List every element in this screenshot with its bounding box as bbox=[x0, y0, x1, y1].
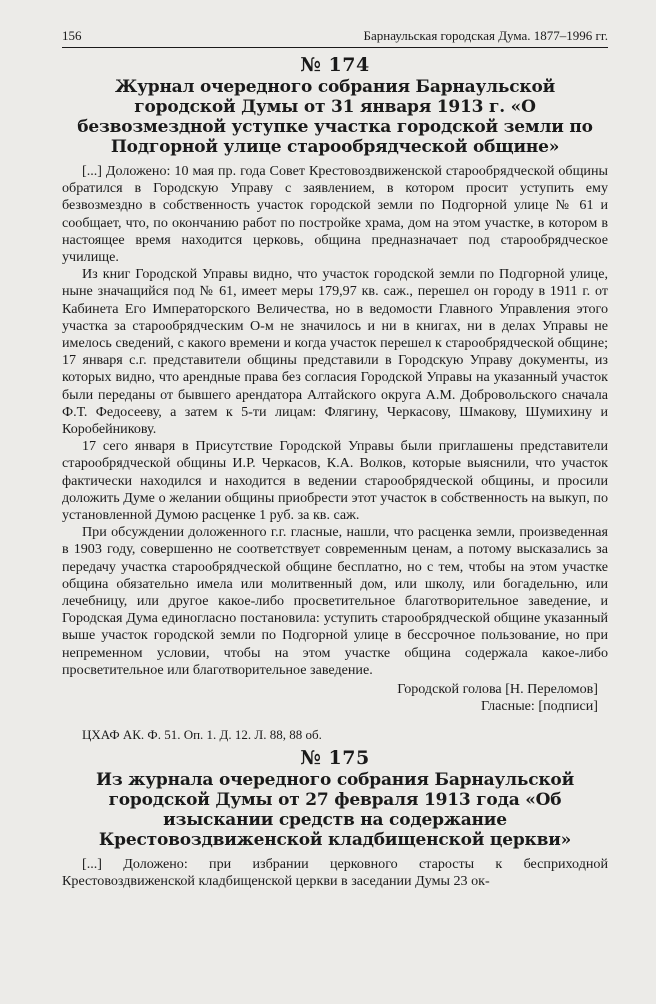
document-title: Из журнала очередного собрания Барнаульской городской Думы от 27 февраля 1913 года «Об изыскании средств на содержание Крестовоздвиженской кладбищенской церкви» bbox=[96, 769, 574, 850]
paragraph: При обсуждении доложенного г.г. гласные, нашли, что расценка земли, произведенная в 1903 году, совершенно не соответствует современным ценам, а потому высказались за передачу участка старообрядческой общине бесплатно, но с тем, чтобы на этом участке община обязательно имела или молитвенный дом, или школу, или богадельню, или лечебницу, или другое какое-либо просветительное благотворительное заведение, и Городская Дума единогласно постановила: уступить старообрядческой общине указанный выше участок городской земли по Подгорной улице в бессрочное пользование, но при непременном условии, чтобы на этом участке община содержала какое-либо просветительное или благотворительное заведение. bbox=[62, 524, 608, 678]
archive-source: ЦХАФ АК. Ф. 51. Оп. 1. Д. 12. Л. 88, 88 об. bbox=[82, 726, 322, 742]
signature-line: Городской голова [Н. Переломов] bbox=[397, 681, 598, 698]
document-174 bbox=[62, 54, 608, 743]
paragraph: 17 сего января в Присутствие Городской Управы были приглашены представители старообрядческой общины И.Р. Черкасов, К.А. Волков, которые выяснили, что участок фактически находился и находится в ведении старообрядческой общины, и просили доложить Думе о желании общины приобрести этот участок в собственность на выкуп, по установленной Думою расценке 1 руб. за кв. саж. bbox=[62, 438, 608, 524]
paragraph: [...] Доложено: при избрании церковного старосты к бесприходной Крестовоздвиженской кладбищенской церкви в заседании Думы 23 ок- bbox=[62, 855, 608, 889]
document-number: № 174 bbox=[300, 54, 370, 76]
document-title: Журнал очередного собрания Барнаульской городской Думы от 31 января 1913 г. «О безвозмездной уступке участка городской земли по Подгорной улице старообрядческой общине» bbox=[77, 77, 593, 157]
signature-block bbox=[62, 681, 608, 715]
paragraph: Из книг Городской Управы видно, что участок городской земли по Подгорной улице, ныне значащийся под № 61, имеет меры 179,97 кв. саж., перешел он городу в 1911 г. от Кабинета Его Императорского Величества, но в ведомости Главного Управления этого участка за старообрядческим О-м не значилось и ни в книгах, ни в делах Управы не имелось сведений, с какого времени и когда участок перешел к старообрядческой общине; 17 января с.г. представители общины представили в Городскую Управу документы, из которых видно, что арендные права без согласия Городской Управы на указанный участок были переданы от бывшего арендатора Алтайского округа А.М. Добровольского сначала Ф.Т. Федосееву, а затем к 5-ти лицам: Флягину, Черкасову, Шмакову, Шумихину и Коробейникову. bbox=[62, 266, 608, 438]
page-number: 156 bbox=[62, 28, 82, 43]
running-header bbox=[62, 28, 608, 48]
paragraph: [...] Доложено: 10 мая пр. года Совет Крестовоздвиженской старообрядческой общины обратился в Городскую Управу с заявлением, в котором просит уступить ему безвозмездно в собственность участок городской земли по Подгорной улице № 61 и сообщает, что, по окончанию работ по постройке храма, дом на этом участке, в котором в настоящее время находится церковь, община предназначает под старообрядческое училище. bbox=[62, 163, 608, 266]
document-175 bbox=[62, 747, 608, 890]
signature-line: Гласные: [подписи] bbox=[481, 698, 598, 715]
document-number: № 175 bbox=[300, 746, 370, 769]
running-title: Барнаульская городская Дума. 1877–1996 гг. bbox=[363, 28, 608, 43]
